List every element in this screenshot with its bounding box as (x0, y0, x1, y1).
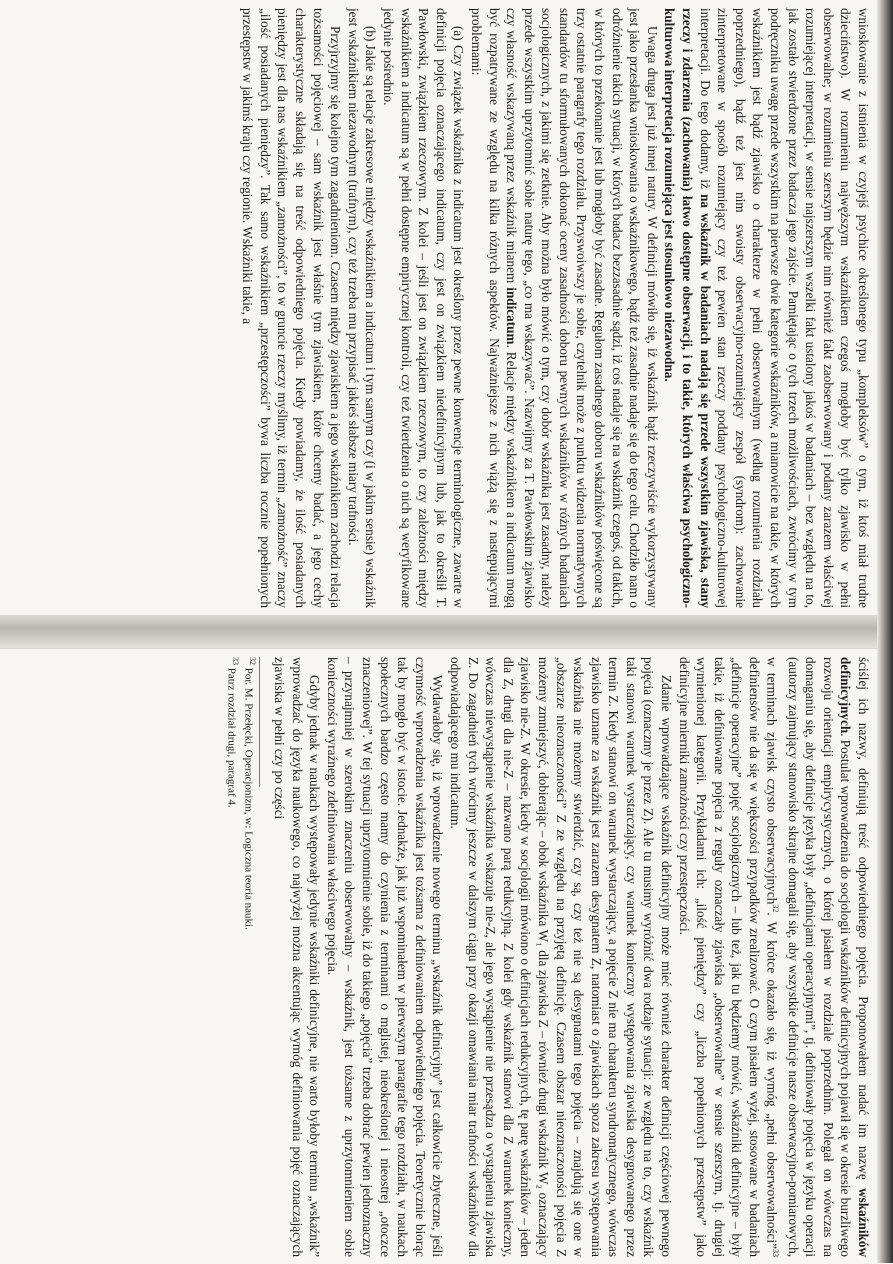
paragraph: (b) Jakie są relacje zakresowe między wskaźnikiem a indicatum i tym samym czy (i w jakim sensie) wskaźnik jest wskaźnikiem niezawodnym (trafnym), czy też trzeba mu przypisać jakieś słabsze miary trafności. (345, 8, 379, 608)
top-page-text (12, 8, 872, 608)
scan-edge-shadow (877, 0, 893, 1263)
paragraph: Zdanie wprowadzające wskaźnik definicyjny może mieć również charakter definicji częściowej pewnego pojęcia (oznaczmy je przez Z). Ale tu musimy wyróżnić dwa rodzaje sytuacji: ze względu na to, czy wskaźnik taki stanowi warunek wystarczający, czy warunek konieczny występowania zjawiska desygnowanego przez termin Z. Kiedy stanowi on warunek wystarczający, a pojęcie Z nie ma charakteru syndromatycznego, wówczas zjawisko uznane za wskaźnik jest zarazem desygnatem Z, natomiast o zjawiskach spoza zakresu występowania wskaźnika nie możemy stwierdzić, czy są, czy też nie są desygnatami tego pojęcia – znajdują się one w „obszarze nieoznaczoności” Z ze względu na przyjętą definicję. Czasem obszar nieoznaczoności pojęcia Z możemy zmniejszyć, dobierając – obok wskaźnika W₁ dla zjawiska Z – również drugi wskaźnik W₂ oznaczający zjawisko nie-Z. W okresie, kiedy w socjologii mówiono o definicjach redukcyjnych, tę parę wskaźników – jeden dla Z, drugi dla nie-Z – nazwano parą redukcyjną. Z kolei gdy wskaźnik stanowi dla Z warunek konieczny, wówczas niewystąpienie wskaźnika wskazuje nie-Z, ale jego wystąpienie nie przesądza o wystąpieniu zjawiska Z. Do zagadnień tych wrócimy jeszcze w dalszym ciągu przy okazji omawiania miar trafności wskaźników dla odpowiadającego mu indicatum. (447, 657, 675, 1257)
paragraph: Wydawałoby się, iż wprowadzenie nowego terminu „wskaźnik definicyjny” jest całkowicie zbyteczne, jeśli czynność wprowadzenia wskaźnika jest tożsama z definiowaniem odpowiedniego pojęcia. Teoretycznie biorąc tak by mogło być w istocie. Jednakże, jak już wspominałem w pierwszym paragrafie tego rozdziału, w naukach społecznych bardzo często mamy do czynienia z terminami o mglistej, nieokreślonej i nieostrej „otoczce znaczeniowej”. W tej sytuacji uprzytomnienie sobie, iż do takiego „pojęcia” trzeba dobrać pewien jednoznaczny – przynajmniej w szerokim znaczeniu obserwowalny – wskaźnik, jest tożsame z uprzytomnieniem sobie konieczności wyraźnego zdefiniowania właściwego pojęcia. (324, 657, 446, 1257)
book-gutter (0, 615, 893, 648)
top-page (0, 0, 893, 616)
term-indicatum: indicatum (504, 287, 520, 345)
emphasis-text: na wskaźnik w badaniach nadają się przede wszystkim zjawiska, stany rzeczy i zdarzenia (zachowania) łatwo dostępne obserwacji, i to takie, których właściwa psychologiczno-kulturowa interpretacja rozumiejąca jest stosunkowo niezawodna. (662, 8, 713, 609)
footnote-ref: 32 (771, 904, 781, 913)
paragraph: (a) Czy związek wskaźnika z indicatum jest określony przez pewne konwencje terminologiczne, zawarte w definicji pojęcia oznaczającego indicatum, czy jest on związkiem niedefinicyjnym lub, jak to określił T. Pawłowski, związkiem rzeczowym. Z kolei – jeśli jest on związkiem rzeczowym, to czy zależności między wskaźnikiem a indicatum są w pełni dostępne empirycznej kontroli, czy też twierdzenia o nich są weryfikowane jedynie pośrednio. (380, 8, 467, 608)
paragraph: Gdyby jednak w naukach występowały jedynie wskaźniki definicyjne, nie warto byłoby terminu „wskaźnik” wprowadzać do języka naukowego, co najwyżej można akcentując wymóg definiowania pojęć oznaczających zjawiska w pełni czy po części (272, 657, 323, 1257)
paragraph: ściślej ich nazwy, definiują treść odpowiedniego pojęcia. Proponowałem nadać im nazwę wskaźników definicyjnych. Postulat wprowadzenia do socjologii wskaźników definicyjnych pojawił się w okresie burzliwego rozwoju orientacji empirycystycznych, o której pisałem w rozdziale poprzednim. Polegał on wówczas na domaganiu się, aby definicje języka były „definicjami operacyjnymi”, tj. definiowały pojęcia w języku operacji (autorzy zajmujący stanowisko skrajne domagali się, aby wszystkie definicje nasze obserwacyjno-pomiarowych, w terminach zjawisk czysto obserwacyjnych$^{32}$. W krótce okazało się, iż wymóg „pełni obserwowalności”$^{33}$ definiensów nie da się w większości przypadków zrealizować. O czym pisałem wyżej, stosowane w badaniach „definicje operacyjne” pojęć socjologicznych – lub też, jak tu będziemy mówić, wskaźniki definicyjne – były takie, iż definiowane pojęcia z reguły oznaczały zjawiska „obserwowalne” w sensie szerszym, tj. drugiej wymienionej kategorii. Przykładami ich: „ilość pieniędzy” czy „liczba popełnionych przestępstw” jako definicyjne mierniki zamożności czy przestępczości. (676, 657, 871, 1257)
bottom-page (0, 648, 893, 1264)
footnote-rule (259, 657, 260, 787)
bottom-page-text (12, 657, 872, 1257)
paragraph: Uwaga druga jest już innej natury. W definicji mówiło się, iż wskaźnik bądź rzeczywiście wykorzystywany jest jako przesłanka wnioskowania o wskaźnikowego, bądź też zasadnie nadaje się do tego celu. Chodziło nam o odróżnienie takich sytuacji, w których badacz bezzasadnie sądzi, iż coś nadaje się na wskaźnik czegoś, od takich, w których to przekonanie jest lub mogłoby być zasadne. Regułom zasadnego doboru wskaźników poświęcone są trzy ostatnie paragrafy tego rozdziału. Przyswoiwszy je sobie, czytelnik może z punktu widzenia normatywnych standardów tu sformułowanych dokonać oceny zasadności doboru pewnych wskaźników w różnych badaniach socjologicznych, z jakimi się zetknie. Aby można było mówić o tym, czy dobór wskaźnika jest zasadny, należy przede wszystkim uprzytomnić sobie naturę tego, „co ma wskazywać”. Nazwijmy za T. Pawłowskim zjawisko czy własność wskazywaną przez wskaźnik mianem indicatum. Relacje między wskaźnikiem a indicatum mogą być rozpatrywane ze względu na kilka różnych aspektów. Najważniejsze z nich wiążą się z następującymi problemami: (468, 8, 660, 608)
paragraph: Przyjrzyjmy się kolejno tym zagadnieniom. Czasem między zjawiskiem a jego wskaźnikiem zachodzi relacja tożsamości pojęciowej – sam wskaźnik jest właśnie tym zjawiskiem, które chcemy badać, a jego cechy charakterystyczne składają się na treść odpowiedniego pojęcia. Kiedy powiadamy, że ilość posiadanych pieniędzy jest dla nas wskaźnikiem „zamożności”, to w gruncie rzeczy myślimy, iż termin „zamożność” znaczy „ilość posiadanych pieniędzy”. Tak samo wskaźnikiem „przestępczości” bywa liczba rocznie popełnionych przestępstw w jakimś kraju czy regionie. Wskaźniki takie, a (240, 8, 344, 608)
footnote: $^{32}$ Por. M. Przełęcki, Operacjonizm, w: Logiczna teoria nauki. (242, 657, 258, 930)
footnote: $^{33}$ Patrz rozdział drugi, paragraf 4. (225, 657, 240, 808)
footnote-ref: 33 (771, 1249, 781, 1257)
paragraph: wnioskowanie z istnienia w czyjejś psychice określonego typu „kompleksów” o tym, iż ktoś miał trudne dzieciństwo). W rozumieniu najwęższym wskaźnikiem czegoś mogłoby być tylko zjawisko w pełni obserwowalne; w rozumieniu szerszym będzie nim również fakt zaobserwowany i podany zarazem właściwej rozumiejącej interpretacji, w sensie najszerszym wszelki fakt ustalony jakoś w badaniach – bez względu na to, jak zostało stwierdzone przez badacza jego zajście. Pamiętając o tych trzech możliwościach, zwrócimy w tym podręczniku uwagę przede wszystkim na pierwsze dwie kategorie wskaźników, a mianowicie na takie, w których wskaźnikiem jest bądź zjawisko o charakterze w pełni obserwowalnym (według rozumienia rozdziału poprzedniego), bądź też jest nim swoisty obserwacyjno-rozumiejący zespół (syndrom): zachowanie zinterpretowane w sposób rozumiejący czy też pewien stan rzeczy poddany psychologiczno-kulturowej interpretacji. Do tego dodamy, iż na wskaźnik w badaniach nadają się przede wszystkim zjawiska, stany rzeczy i zdarzenia (zachowania) łatwo dostępne obserwacji, i to takie, których właściwa psychologiczno-kulturowa interpretacja rozumiejąca jest stosunkowo niezawodna. (662, 8, 871, 609)
term-definitional-indicator: wskaźników definicyjnych (838, 657, 871, 1257)
